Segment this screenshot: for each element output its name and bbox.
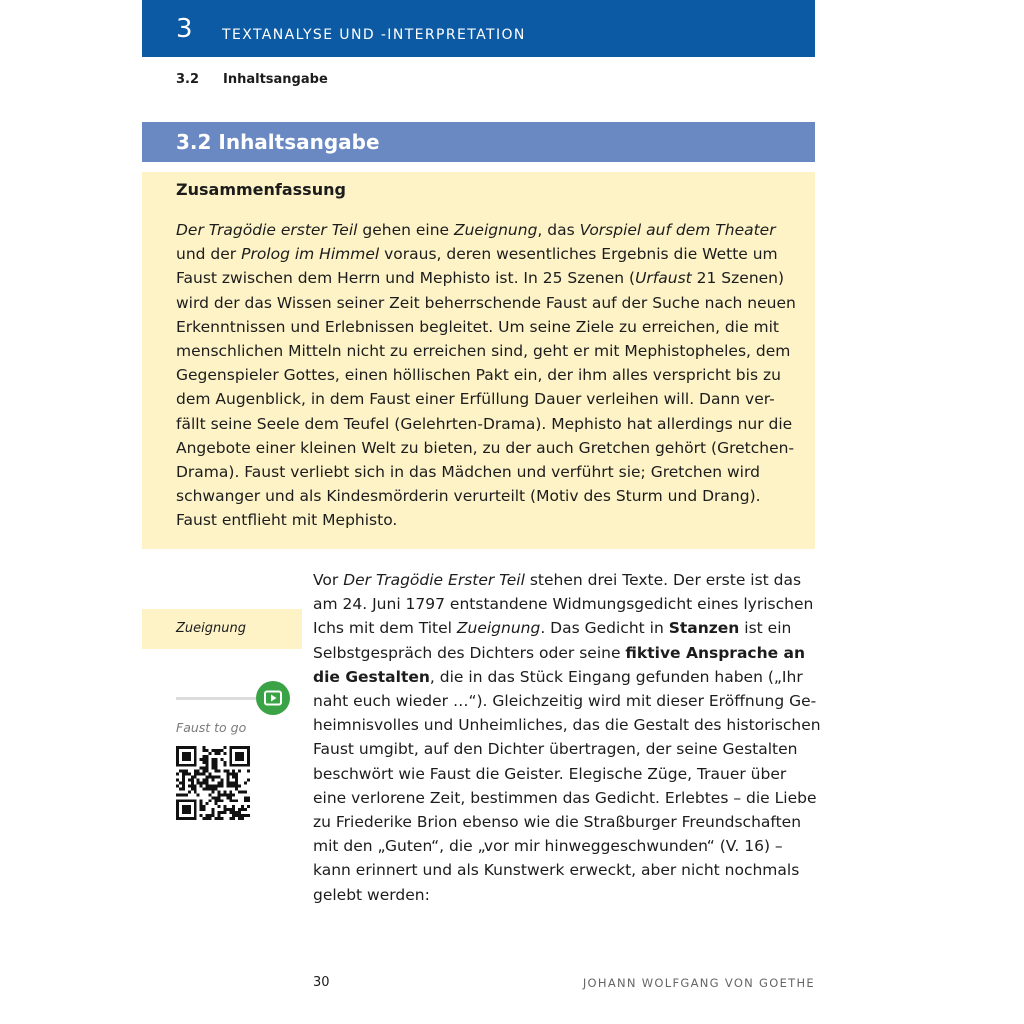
text-run: . Das Gedicht in (540, 619, 669, 638)
text-run: am 24. Juni 1797 entstandene Widmungsgedicht eines lyrischen (313, 595, 814, 614)
text-run: , die in das Stück Eingang gefunden haben („Ihr (429, 667, 803, 686)
text-run: und der (176, 245, 242, 264)
text-run: heimnisvolles und Unheimliches, das die Gestalt des historischen (313, 716, 821, 735)
summary-box (142, 172, 815, 549)
text-line (176, 339, 816, 363)
text-run: fällt seine Seele dem Teufel (Gelehrten-Drama). Mephisto hat allerdings nur die (176, 414, 793, 433)
text-line (313, 737, 833, 761)
text-run: 21 Szenen) (691, 269, 785, 288)
qr-code-icon[interactable] (176, 746, 250, 820)
text-run: Vor (313, 571, 344, 589)
margin-note (142, 609, 302, 649)
text-run: dem Augenblick, in dem Faust einer Erfüllung Dauer verleihen will. Dann ver- (176, 390, 775, 409)
text-run: gelebt werden: (313, 885, 430, 904)
text-run: stehen drei Texte. Der erste ist das (524, 571, 802, 589)
italic-title: Der Tragödie Erster Teil (343, 571, 525, 589)
media-label: Faust to go (176, 720, 247, 735)
section-heading: 3.2 Inhaltsangabe (176, 130, 380, 154)
text-line (176, 315, 816, 339)
text-line (313, 810, 833, 834)
italic-title: Zueignung (453, 221, 538, 239)
text-line (176, 484, 816, 508)
text-run: wird der das Wissen seiner Zeit beherrschende Faust auf der Suche nach neuen (176, 293, 796, 312)
page-number: 30 (313, 975, 330, 990)
text-line (176, 363, 816, 387)
text-line (176, 387, 816, 411)
text-run: ist ein (739, 619, 792, 638)
text-run: eine verlorene Zeit, bestimmen das Gedicht. Erlebtes – die Liebe (313, 788, 817, 807)
chapter-number: 3 (176, 14, 193, 44)
text-line (313, 834, 833, 858)
text-run: gehen eine (357, 221, 454, 239)
text-line (313, 713, 833, 737)
summary-heading: Zusammenfassung (176, 180, 346, 199)
text-line (176, 242, 816, 266)
text-run: menschlichen Mitteln nicht zu erreichen sind, geht er mit Mephistopheles, dem (176, 342, 791, 361)
text-run: voraus, deren wesentliches Ergebnis die Wette um (379, 245, 778, 264)
text-run: schwanger und als Kindesmörderin verurteilt (Motiv des Sturm und Drang). (176, 487, 761, 506)
text-run: kann erinnert und als Kunstwerk erweckt, aber nicht nochmals (313, 861, 800, 880)
text-run: Gegenspieler Gottes, einen höllischen Pakt ein, der ihm alles verspricht bis zu (176, 366, 781, 385)
play-icon[interactable] (256, 681, 290, 715)
text-run: Angebote einer kleinen Welt zu bieten, zu der auch Gretchen gehört (Gretchen- (176, 438, 795, 457)
italic-title: Prolog im Himmel (241, 245, 380, 264)
text-line (176, 508, 816, 532)
italic-title: Der Tragödie erster Teil (176, 221, 358, 239)
body-paragraph (313, 568, 833, 907)
text-line (313, 592, 833, 616)
text-line (313, 883, 833, 907)
text-run: naht euch wieder …“). Gleichzeitig wird mit dieser Eröffnung Ge- (313, 692, 817, 711)
media-divider (176, 697, 260, 700)
chapter-title: TEXTANALYSE UND -INTERPRETATION (222, 27, 526, 43)
text-line (313, 665, 833, 689)
chapter-header-bar (142, 0, 815, 57)
running-head (176, 72, 328, 88)
text-run: zu Friederike Brion ebenso wie die Straßburger Freundschaften (313, 813, 802, 832)
text-line (176, 266, 816, 290)
text-line (313, 616, 833, 640)
italic-title: Zueignung (456, 619, 541, 638)
text-run: Drama). Faust verliebt sich in das Mädchen und verführt sie; Gretchen wird (176, 463, 760, 482)
text-line (313, 689, 833, 713)
text-line (313, 786, 833, 810)
text-run: Selbstgespräch des Dichters oder seine (313, 643, 626, 662)
page-author: JOHANN WOLFGANG VON GOETHE (582, 976, 815, 990)
section-heading-bar (142, 122, 815, 162)
running-head-number: 3.2 (176, 72, 200, 87)
text-line (176, 460, 816, 484)
text-line (313, 858, 833, 882)
running-head-title: Inhaltsangabe (223, 72, 328, 87)
summary-paragraph (176, 218, 816, 533)
bold-term: die Gestalten (313, 667, 430, 686)
text-line (176, 218, 816, 242)
text-run: Ichs mit dem Titel (313, 619, 457, 638)
text-run: Faust zwischen dem Herrn und Mephisto ist. In 25 Szenen ( (176, 269, 636, 288)
text-line (313, 762, 833, 786)
text-run: mit den „Guten“, die „vor mir hinweggeschwunden“ (V. 16) – (313, 837, 783, 856)
bold-term: Stanzen (668, 619, 740, 638)
text-run: Erkenntnissen und Erlebnissen begleitet. Um seine Ziele zu erreichen, die mit (176, 317, 780, 336)
text-line (313, 568, 833, 592)
text-line (176, 291, 816, 315)
text-run: , das (537, 221, 580, 239)
italic-title: Vorspiel auf dem Theater (579, 221, 776, 239)
text-line (313, 641, 833, 665)
text-line (176, 436, 816, 460)
bold-term: fiktive Ansprache an (625, 643, 806, 662)
text-run: Faust entflieht mit Mephisto. (176, 511, 398, 530)
italic-title: Urfaust (635, 269, 692, 288)
text-run: beschwört wie Faust die Geister. Elegische Züge, Trauer über (313, 764, 787, 783)
text-run: Faust umgibt, auf den Dichter übertragen, der seine Gestalten (313, 740, 798, 759)
text-line (176, 412, 816, 436)
margin-note-text: Zueignung (176, 621, 246, 636)
